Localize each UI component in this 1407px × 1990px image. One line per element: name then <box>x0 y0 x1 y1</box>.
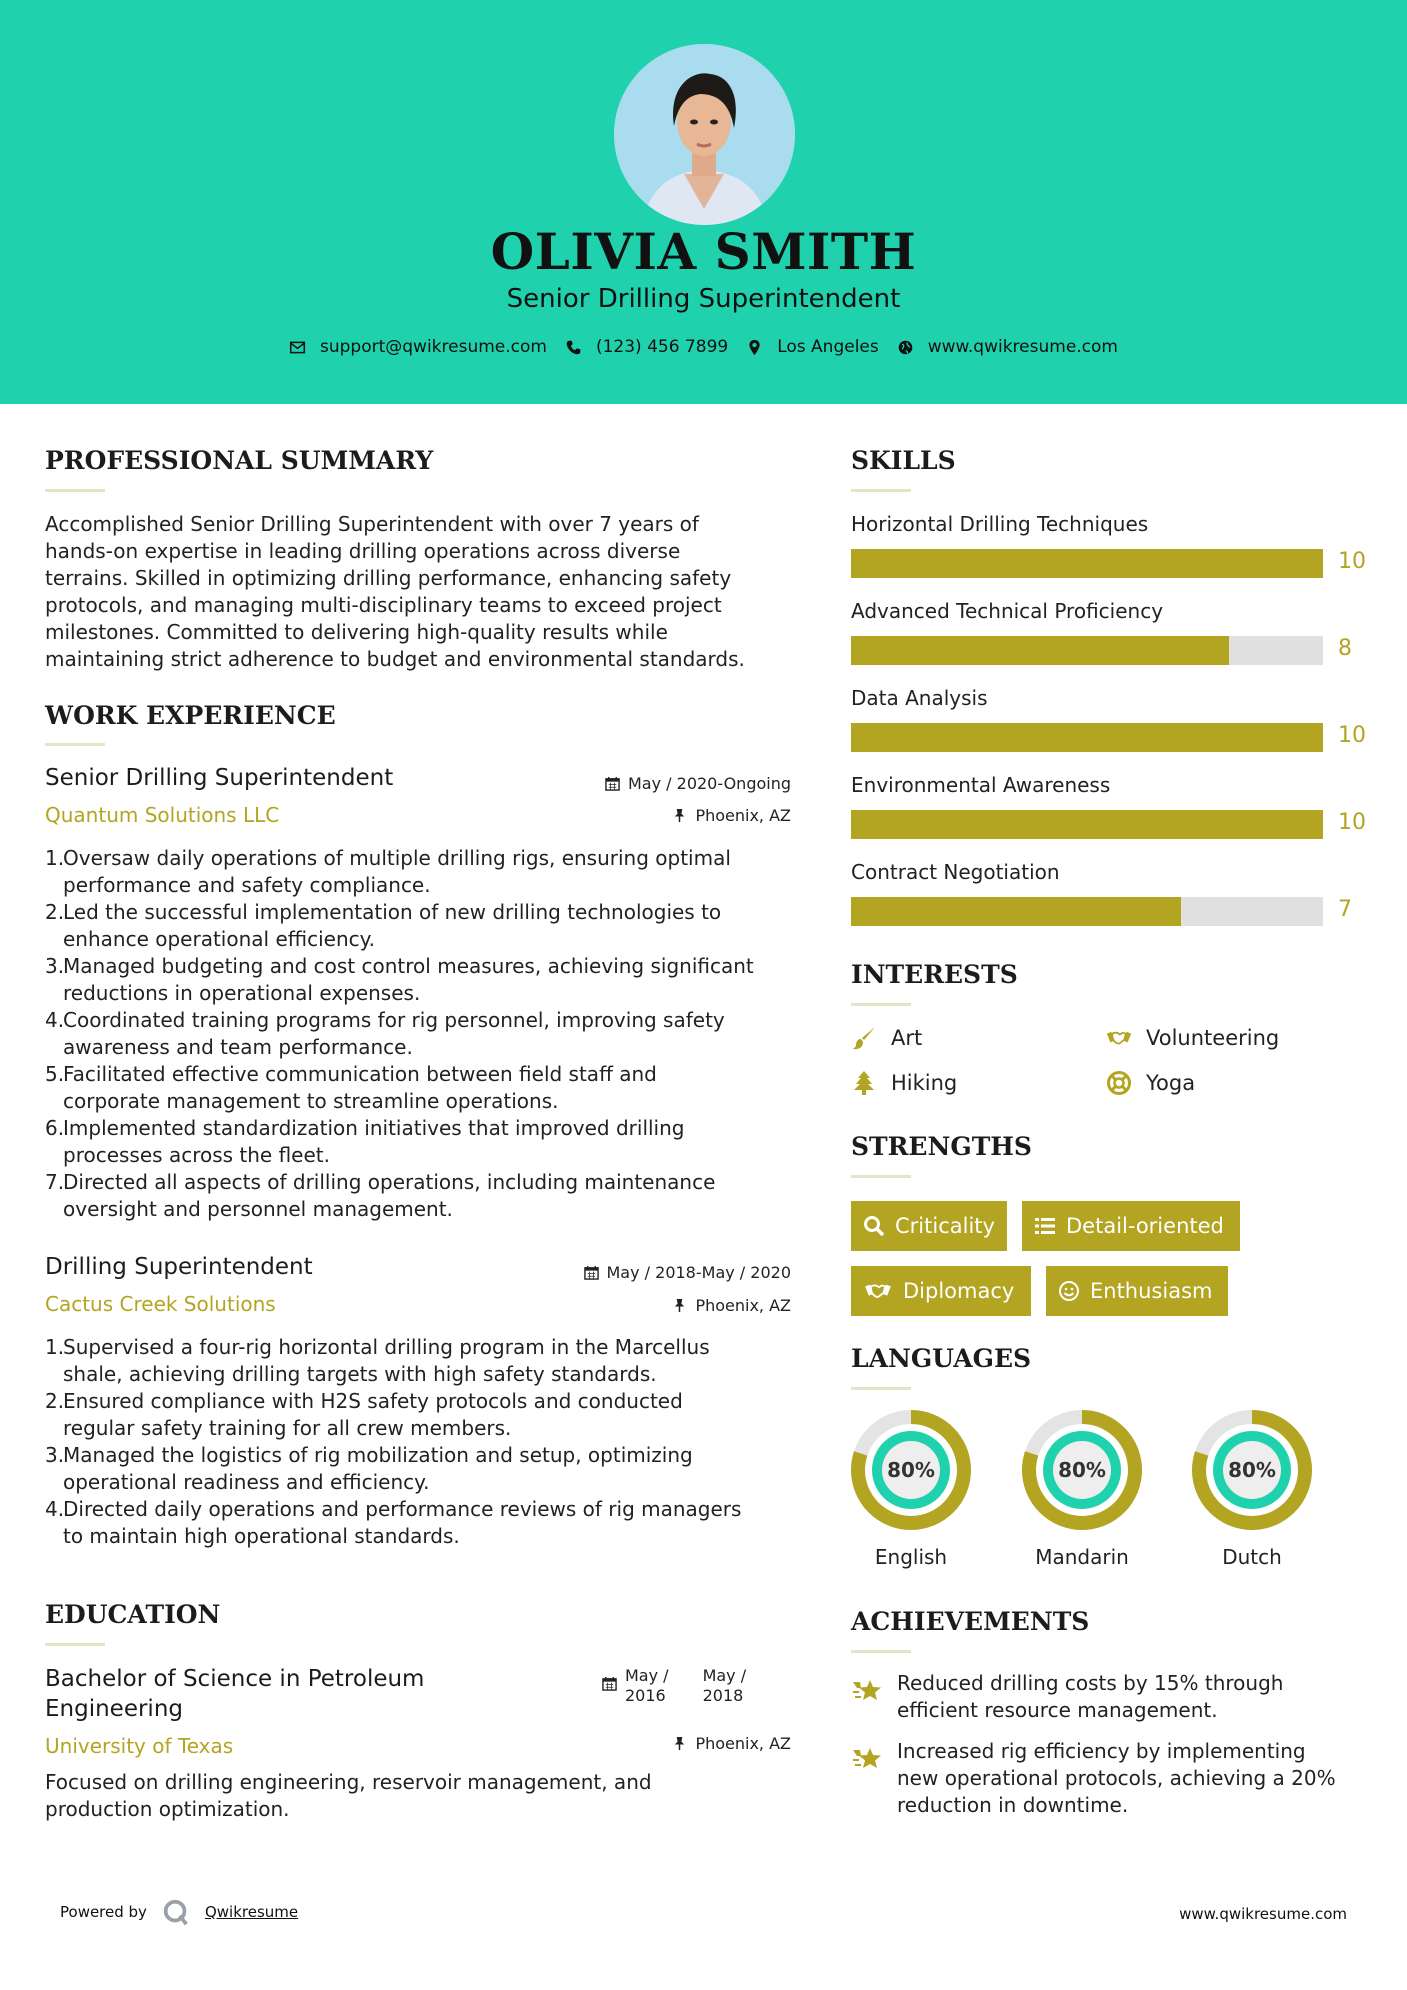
skill-name: Horizontal Drilling Techniques <box>851 512 1149 536</box>
education-desc-line: Focused on drilling engineering, reservoir management, and <box>45 1770 652 1794</box>
strength-label: Criticality <box>895 1214 995 1238</box>
pin-icon <box>672 1298 687 1313</box>
interests-heading: INTERESTS <box>851 960 1018 989</box>
achievements-heading: ACHIEVEMENTS <box>851 1607 1090 1636</box>
skill-bar-fill <box>851 723 1323 752</box>
summary-heading: PROFESSIONAL SUMMARY <box>45 446 434 475</box>
powered-by-text: Powered by <box>60 1903 147 1921</box>
email-text: support@qwikresume.com <box>320 337 547 357</box>
job-company: Quantum Solutions LLC <box>45 803 280 827</box>
skill-bar <box>851 897 1323 926</box>
interest-label: Yoga <box>1146 1071 1196 1095</box>
skill-value: 10 <box>1338 723 1366 748</box>
experience-rule <box>45 743 105 746</box>
summary-line: hands-on expertise in leading drilling operations across diverse <box>45 539 681 563</box>
interest-item-yoga <box>1106 1070 1195 1096</box>
skill-value: 8 <box>1338 636 1352 661</box>
job-duties-list <box>45 845 795 1223</box>
skill-bar-fill <box>851 636 1229 665</box>
experience-heading: WORK EXPERIENCE <box>45 701 336 730</box>
list-item: 2. Led the successful implementation of new drilling technologies to enhance operational efficiency. <box>45 900 722 951</box>
list-item: 7. Directed all aspects of drilling operations, including maintenance oversight and personnel management. <box>45 1170 716 1221</box>
qwikresume-logo-icon <box>161 1897 191 1927</box>
languages-heading: LANGUAGES <box>851 1344 1032 1373</box>
strength-label: Detail-oriented <box>1066 1214 1224 1238</box>
calendar-icon <box>584 1265 599 1280</box>
education-location-text: Phoenix, AZ <box>695 1734 791 1753</box>
skill-name: Advanced Technical Proficiency <box>851 599 1164 623</box>
degree-line: Bachelor of Science in Petroleum <box>45 1666 425 1692</box>
skill-bar-fill <box>851 549 1323 578</box>
star-trophy-icon <box>851 1742 883 1774</box>
contact-bar <box>0 337 1407 357</box>
achievement-item <box>851 1738 1336 1819</box>
job-location-text: Phoenix, AZ <box>695 806 791 825</box>
job-location <box>672 1296 791 1315</box>
strength-label: Diplomacy <box>903 1279 1015 1303</box>
language-name: Dutch <box>1222 1545 1282 1569</box>
education-dates <box>602 1666 746 1706</box>
candidate-name: OLIVIA SMITH <box>490 222 917 281</box>
degree-title <box>45 1664 424 1724</box>
list-item: 6. Implemented standardization initiatives that improved drilling processes across the fleet. <box>45 1116 685 1167</box>
strength-tag-diplomacy <box>851 1266 1031 1316</box>
strength-tag-detail-oriented <box>1022 1201 1240 1251</box>
education-description <box>45 1769 652 1823</box>
footer-powered-by <box>60 1897 298 1927</box>
language-percent: 80% <box>1228 1458 1276 1482</box>
achievement-item <box>851 1670 1283 1724</box>
list-item: 3. Managed budgeting and cost control measures, achieving significant reductions in operational expenses. <box>45 954 754 1005</box>
strengths-heading: STRENGTHS <box>851 1132 1032 1161</box>
language-name: Mandarin <box>1035 1545 1129 1569</box>
degree-line: Engineering <box>45 1696 183 1722</box>
contact-website[interactable] <box>897 337 1118 357</box>
calendar-icon <box>602 1676 617 1691</box>
tree-icon <box>851 1070 877 1096</box>
skill-bar <box>851 810 1323 839</box>
summary-line: protocols, and managing multi-disciplinary teams to exceed project <box>45 593 722 617</box>
contact-location <box>746 337 879 357</box>
summary-line: maintaining strict adherence to budget and environmental standards. <box>45 647 745 671</box>
skill-name: Data Analysis <box>851 686 988 710</box>
list-item: 4. Directed daily operations and performance reviews of rig managers to maintain high operational standards. <box>45 1497 742 1548</box>
job-dates <box>584 1263 792 1282</box>
contact-email[interactable] <box>289 337 547 357</box>
interest-label: Hiking <box>891 1071 958 1095</box>
phone-icon <box>565 339 582 356</box>
school-name: University of Texas <box>45 1734 234 1758</box>
summary-line: terrains. Skilled in optimizing drilling performance, enhancing safety <box>45 566 732 590</box>
list-item: 1. Oversaw daily operations of multiple drilling rigs, ensuring optimal performance and safety compliance. <box>45 846 731 897</box>
candidate-title: Senior Drilling Superintendent <box>506 284 901 314</box>
summary-line: Accomplished Senior Drilling Superintendent with over 7 years of <box>45 512 699 536</box>
language-name: English <box>874 1545 948 1569</box>
summary-rule <box>45 489 105 492</box>
language-ring <box>1021 1409 1143 1531</box>
map-marker-icon <box>746 339 763 356</box>
skill-name: Contract Negotiation <box>851 860 1060 884</box>
job-dates-text: May / 2020-Ongoing <box>628 774 791 793</box>
list-item: 5. Facilitated effective communication between field staff and corporate management to streamline operations. <box>45 1062 657 1113</box>
handshake-icon <box>863 1280 893 1302</box>
achievement-text: Increased rig efficiency by implementing new operational protocols, achieving a 20% reduction in downtime. <box>897 1739 1336 1817</box>
interest-label: Art <box>891 1026 923 1050</box>
list-item: 3. Managed the logistics of rig mobilization and setup, optimizing operational readiness and efficiency. <box>45 1443 693 1494</box>
skill-value: 7 <box>1338 897 1352 922</box>
resume-header <box>0 0 1407 404</box>
skill-value: 10 <box>1338 810 1366 835</box>
job-title: Senior Drilling Superintendent <box>45 765 394 791</box>
website-text: www.qwikresume.com <box>927 337 1118 357</box>
skill-name: Environmental Awareness <box>851 773 1111 797</box>
interest-item-hiking <box>851 1070 957 1096</box>
education-heading: EDUCATION <box>45 1600 221 1629</box>
list-item: 4. Coordinated training programs for rig personnel, improving safety awareness and team performance. <box>45 1008 725 1059</box>
languages-rule <box>851 1387 911 1390</box>
job-location <box>672 806 791 825</box>
interest-item-art <box>851 1025 922 1051</box>
education-end: May / 2018 <box>702 1666 747 1705</box>
interests-rule <box>851 1003 911 1006</box>
footer-website[interactable]: www.qwikresume.com <box>1179 1905 1347 1923</box>
list-item: 1. Supervised a four-rig horizontal drilling program in the Marcellus shale, achieving drilling targets with high safety standards. <box>45 1335 710 1386</box>
pin-icon <box>672 808 687 823</box>
strength-tag-criticality <box>851 1201 1007 1251</box>
list-icon <box>1034 1215 1056 1237</box>
lifebuoy-icon <box>1106 1070 1132 1096</box>
star-trophy-icon <box>851 1674 883 1706</box>
job-company: Cactus Creek Solutions <box>45 1292 276 1316</box>
pin-icon <box>672 1736 687 1751</box>
language-ring <box>850 1409 972 1531</box>
education-desc-line: production optimization. <box>45 1797 290 1821</box>
job-duties-list <box>45 1334 795 1550</box>
strengths-rule <box>851 1175 911 1178</box>
skills-heading: SKILLS <box>851 446 956 475</box>
skill-bar-fill <box>851 810 1323 839</box>
achievements-rule <box>851 1650 911 1653</box>
strength-tag-enthusiasm <box>1046 1266 1228 1316</box>
list-item: 2. Ensured compliance with H2S safety protocols and conducted regular safety training for all crew members. <box>45 1389 683 1440</box>
interest-label: Volunteering <box>1146 1026 1280 1050</box>
skill-bar <box>851 636 1323 665</box>
strength-label: Enthusiasm <box>1090 1279 1213 1303</box>
language-ring <box>1191 1409 1313 1531</box>
summary-text <box>45 511 745 673</box>
contact-phone[interactable] <box>565 337 728 357</box>
globe-icon <box>897 339 914 356</box>
profile-photo <box>614 44 795 225</box>
search-icon <box>863 1215 885 1237</box>
skill-value: 10 <box>1338 549 1366 574</box>
paintbrush-icon <box>851 1025 877 1051</box>
achievement-text: Reduced drilling costs by 15% through efficient resource management. <box>897 1671 1284 1722</box>
smile-icon <box>1058 1280 1080 1302</box>
skills-rule <box>851 489 911 492</box>
skill-bar-fill <box>851 897 1181 926</box>
job-dates-text: May / 2018-May / 2020 <box>606 1263 791 1282</box>
handshake-icon <box>1106 1025 1132 1051</box>
location-text: Los Angeles <box>777 337 879 357</box>
interest-item-volunteering <box>1106 1025 1279 1051</box>
language-percent: 80% <box>887 1458 935 1482</box>
skill-bar <box>851 549 1323 578</box>
summary-line: milestones. Committed to delivering high-quality results while <box>45 620 668 644</box>
job-location-text: Phoenix, AZ <box>695 1296 791 1315</box>
job-dates <box>605 774 791 793</box>
job-title: Drilling Superintendent <box>45 1254 313 1280</box>
education-rule <box>45 1643 105 1646</box>
skill-bar <box>851 723 1323 752</box>
phone-text: (123) 456 7899 <box>595 337 729 357</box>
language-percent: 80% <box>1058 1458 1106 1482</box>
brand-link[interactable]: Qwikresume <box>204 1903 299 1921</box>
education-start: May / 2016 <box>625 1666 669 1705</box>
calendar-icon <box>605 776 620 791</box>
education-location <box>672 1734 791 1753</box>
envelope-icon <box>289 339 306 356</box>
